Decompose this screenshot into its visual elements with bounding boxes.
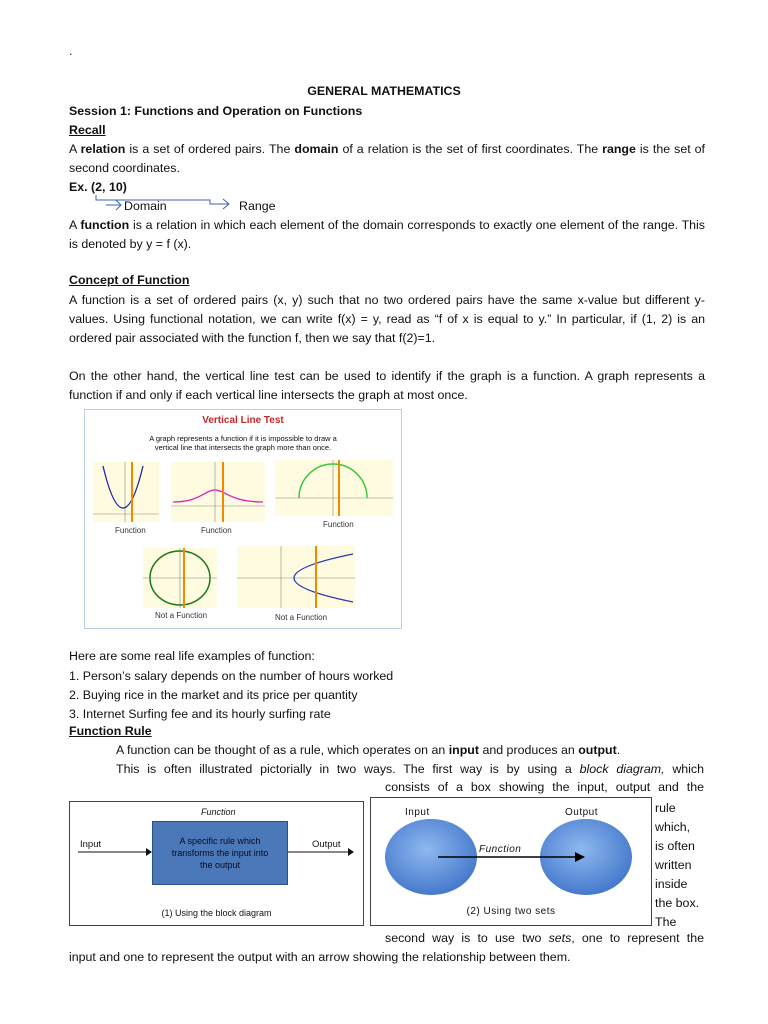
block-diagram [69,801,364,926]
recall-heading: Recall [69,123,106,137]
sets-input-label: Input [405,807,430,818]
vlt-caption-4: Not a Function [155,611,208,620]
examples-intro: Here are some real life examples of function: [69,649,315,663]
block-caption: (1) Using the block diagram [161,908,272,918]
list-item: 2. Buying rice in the market and its price per quantity [69,688,358,702]
rule-paragraph-2: This is often illustrated pictorially in two ways. The first way is by using a block diagram, which [116,762,704,776]
sets-function-label: Function [479,844,522,855]
sets-caption: (2) Using two sets [466,906,556,917]
vlt-title: Vertical Line Test [202,415,284,426]
rule-side-text: rule which, is often written inside the box. The [655,801,700,929]
vlt-caption-5: Not a Function [275,613,328,622]
concept-paragraph: A function is a set of ordered pairs (x, y) such that no two ordered pairs have the same x-value but different y-values. Using functional notation, we can write f(x) = y, read as “f of x is equal to y.” In particular, if (1, 2) is an ordered pair associated with the function f, then we say that f(2)=1. [69,293,705,345]
vlt-paragraph: On the other hand, the vertical line test can be used to identify if the graph is a function. A graph represents a function if and only if each vertical line intersects the graph at most once. [69,369,705,402]
graph-bump [171,462,265,522]
graph-semicircle [275,460,393,516]
vlt-caption-3: Function [323,520,354,529]
vertical-line-test-figure [84,409,402,629]
two-sets-diagram [370,797,652,926]
graph-parabola [93,462,159,522]
function-rule-heading: Function Rule [69,724,152,738]
sets-output-label: Output [565,807,599,818]
concept-heading: Concept of Function [69,273,190,287]
graph-circle [143,548,217,608]
recall-paragraph: A relation is a set of ordered pairs. The domain of a relation is the set of first coordinates. The range is the set of second coordinates. [69,142,706,175]
example-label: Ex. (2, 10) [69,180,127,194]
vlt-caption-2: Function [201,526,232,535]
function-definition: A function is a relation in which each element of the domain corresponds to exactly one element of the range. This is denoted by y = f (x). [69,218,705,251]
rule-paragraph-4: second way is to use two sets, one to represent the [385,931,704,945]
page-title: GENERAL MATHEMATICS [307,84,461,98]
rule-box: A specific rule which transforms the input into the output [152,821,288,885]
domain-label: Domain [124,199,167,213]
stray-dot: . [69,44,73,58]
examples-list [69,667,393,724]
session-title: Session 1: Functions and Operation on Functions [69,104,363,118]
vlt-caption-1: Function [115,526,146,535]
block-output-label: Output [312,839,341,850]
list-item: 3. Internet Surfing fee and its hourly surfing rate [69,707,331,721]
vlt-graphs [85,410,401,628]
block-function-label: Function [201,807,236,817]
list-item: 1. Person’s salary depends on the number of hours worked [69,669,394,683]
rule-paragraph-1: A function can be thought of as a rule, which operates on an input and produces an output. [116,743,621,757]
range-label: Range [239,199,276,213]
block-input-label: Input [80,839,102,850]
rule-paragraph-3: consists of a box showing the input, output and the [385,780,704,794]
rule-paragraph-5: input and one to represent the output with an arrow showing the relationship between them. [69,950,571,964]
vlt-subtitle: A graph represents a function if it is impossible to draw a vertical line that intersects the graph more than once. [149,434,337,452]
graph-sideways-parabola [237,546,355,608]
